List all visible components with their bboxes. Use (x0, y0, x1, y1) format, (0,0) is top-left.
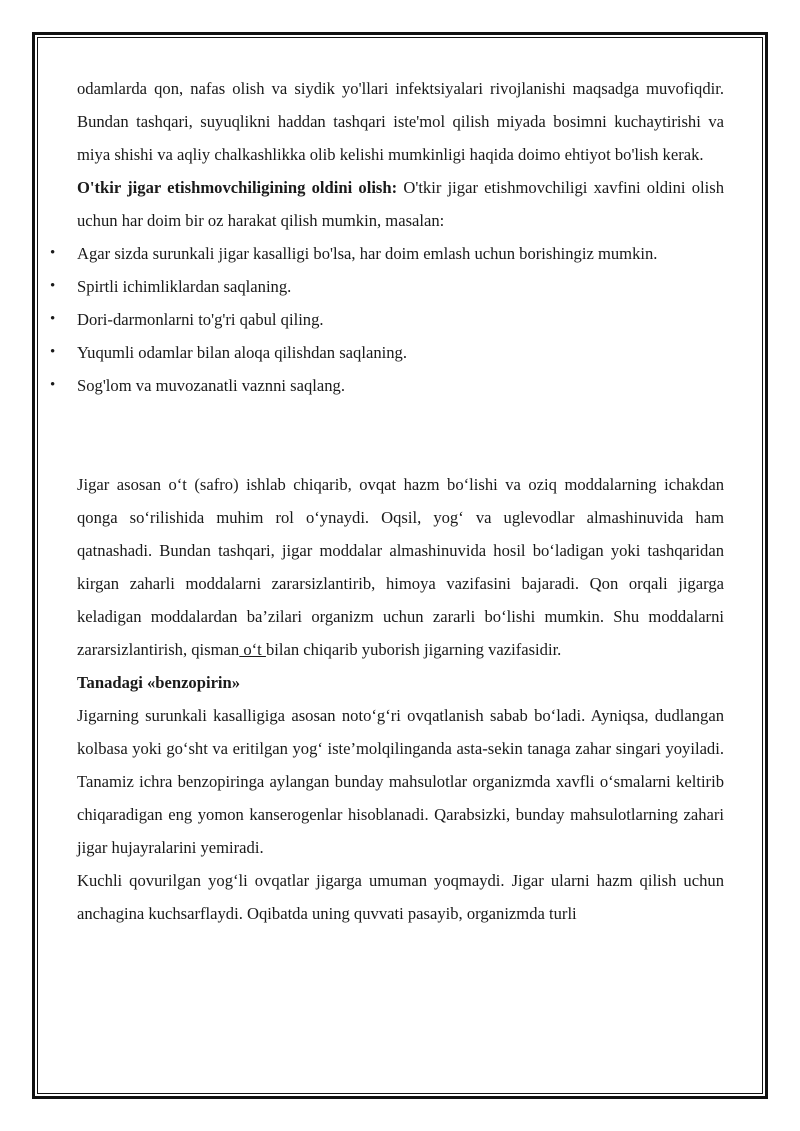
list-item: • Dori-darmonlarni to'g'ri qabul qiling. (77, 303, 724, 336)
list-item: • Sog'lom va muvozanatli vaznni saqlang. (77, 369, 724, 402)
underlined-word: o‘t (239, 640, 266, 659)
list-item: • Yuqumli odamlar bilan aloqa qilishdan saqlaning. (77, 336, 724, 369)
prevention-list (77, 237, 724, 402)
list-item: • Agar sizda surunkali jigar kasalligi bo'lsa, har doim emlash uchun borishingiz mumkin. (77, 237, 724, 270)
section-heading-benzopyrene: Tanadagi «benzopirin» (77, 673, 241, 692)
liver-function-text-end: bilan chiqarib yuborish jigarning vazifasidir. (265, 640, 562, 659)
paragraph-intro: odamlarda qon, nafas olish va siydik yo'llari infektsiyalari rivojlanishi maqsadga muvofiqdir. Bundan tashqari, suyuqlikni haddan tashqari iste'mol qilish miyada bosimni kuchaytirishi va miya shishi va aqliy chalkashlikka olib kelishi mumkinligi haqida doimo ehtiyot bo'lish kerak. (77, 79, 724, 164)
liver-function-text: Jigar asosan o‘t (safro) ishlab chiqarib, ovqat hazm bo‘lishi va oziq moddalarning ichakdan qonga so‘rilishida muhim rol o‘ynaydi. Oqsil, yog‘ va uglevodlar almashinuvida ham qatnashadi. Bundan tashqari, jigar moddalar almashinuvida hosil bo‘ladigan yoki tashqaridan kirgan zaharli moddalarni zararsizlantirib, himoya vazifasini bajaradi. Qon orqali jigarga keladigan moddalardan ba’zilari organizm uchun zararli bo‘lishi mumkin. Shu moddalarni zararsizlantirish, qisman (77, 475, 724, 659)
paragraph-fried-food: Kuchli qovurilgan yog‘li ovqatlar jigarga umuman yoqmaydi. Jigar ularni hazm qilish uchun anchagina kuchsarflaydi. Oqibatda uning quvvati pasayib, organizmda turli (77, 871, 724, 923)
paragraph-chronic-disease: Jigarning surunkali kasalligiga asosan noto‘g‘ri ovqatlanish sabab bo‘ladi. Ayniqsa, dudlangan kolbasa yoki go‘sht va eritilgan yog‘ iste’molqilinganda asta-sekin tanaga zahar singari yoyiladi. Tanamiz ichra benzopiringa aylangan bunday mahsulotlar organizmda xavfli o‘smalarni keltirib chiqaradigan eng yomon kanserogenlar hisoblanadi. Qarabsizki, bunday mahsulotlarning zahari jigar hujayralarini yemiradi. (77, 706, 724, 857)
prevention-intro-text: O'tkir jigar etishmovchiligi xavfini oldini olish uchun har doim bir oz harakat qilish mumkin, masalan: (77, 178, 724, 230)
paragraph-prevention (77, 171, 724, 237)
section-heading-prevention: O'tkir jigar etishmovchiligining oldini olish: (77, 178, 398, 197)
list-item: • Spirtli ichimliklardan saqlaning. (77, 270, 724, 303)
paragraph-liver-function (77, 468, 724, 666)
blank-space (77, 402, 724, 468)
document-body (77, 72, 724, 930)
